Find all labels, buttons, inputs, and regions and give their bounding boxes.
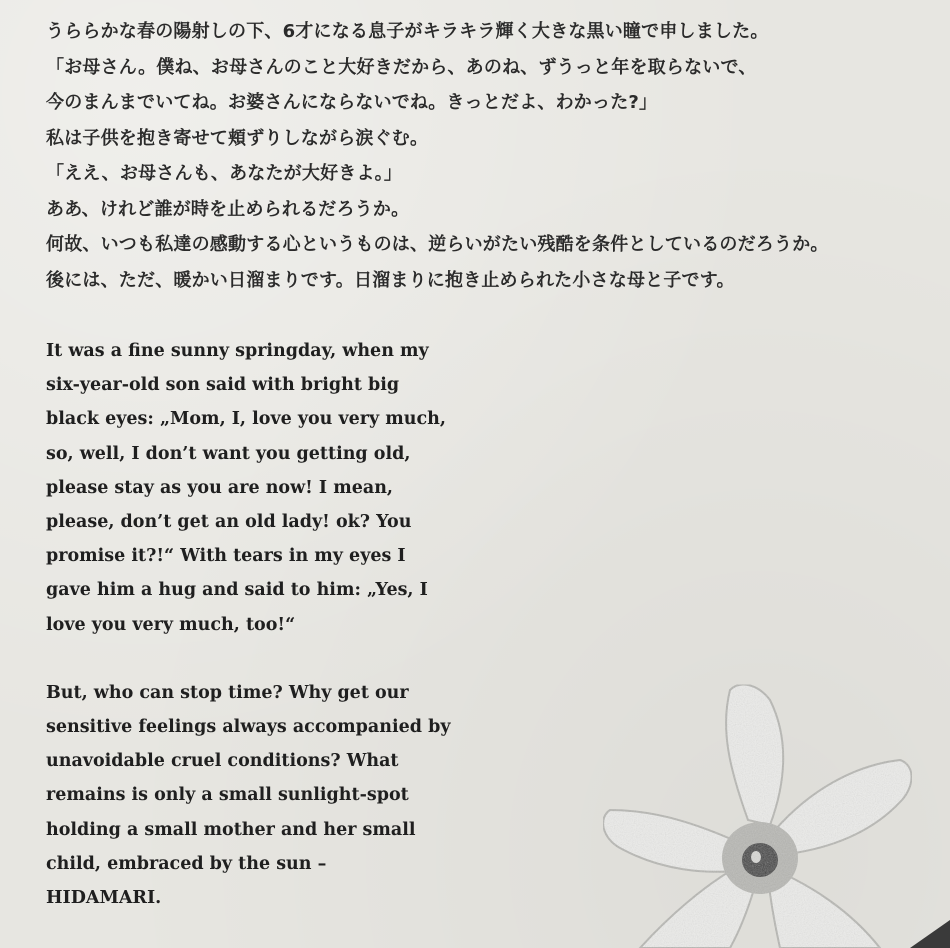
flower-shadow-corner <box>910 920 950 948</box>
english-line: so, well, I don’t want you getting old, <box>46 443 411 464</box>
english-translation <box>46 334 526 915</box>
english-line: love you very much, too!“ <box>46 614 296 635</box>
english-line: six-year-old son said with bright big <box>46 375 400 396</box>
english-line: holding a small mother and her small <box>46 819 416 840</box>
paragraph-spacer <box>46 642 526 676</box>
english-line: black eyes: „Mom, I, love you very much, <box>46 409 446 430</box>
english-line: please stay as you are now! I mean, <box>46 477 394 498</box>
english-line: It was a fine sunny springday, when my <box>46 341 429 361</box>
flower-center-highlight <box>751 851 761 863</box>
english-paragraph-2 <box>46 676 526 915</box>
english-line: remains is only a small sunlight-spot <box>46 785 409 806</box>
flower-petal <box>775 760 912 855</box>
english-paragraph-1 <box>46 334 526 642</box>
japanese-line: ああ、けれど誰が時を止められるだろうか。 <box>46 198 410 220</box>
japanese-line: 何故、いつも私達の感動する心というものは、逆らいがたい残酷を条件としているのだろうか。 <box>46 234 829 255</box>
japanese-line: 私は子供を抱き寄せて頬ずりしながら涙ぐむ。 <box>46 127 429 149</box>
japanese-poem <box>46 14 936 298</box>
english-line: promise it?!“ With tears in my eyes I <box>46 546 406 567</box>
daffodil-flower-icon <box>580 670 950 948</box>
flower-petal <box>726 685 783 825</box>
flower-petals <box>603 685 911 948</box>
english-line: gave him a hug and said to him: „Yes, I <box>46 580 428 601</box>
japanese-line: 後には、ただ、暖かい日溜まりです。日溜まりに抱き止められた小さな母と子です。 <box>46 269 735 291</box>
english-line: But, who can stop time? Why get our <box>46 682 409 703</box>
english-line: please, don’t get an old lady! ok? You <box>46 512 412 533</box>
english-closing-word: HIDAMARI. <box>46 888 162 909</box>
japanese-line: 今のまんまでいてね。お婆さんにならないでね。きっとだよ、わかった?」 <box>46 92 658 113</box>
english-line: child, embraced by the sun – <box>46 853 327 874</box>
japanese-line: 「お母さん。僕ね、お母さんのこと大好きだから、あのね、ずうっと年を取らないで、 <box>46 56 757 78</box>
english-line: unavoidable cruel conditions? What <box>46 751 399 772</box>
japanese-line: うららかな春の陽射しの下、6才になる息子がキラキラ輝く大きな黒い瞳で申しました。 <box>46 21 769 42</box>
english-line: sensitive feelings always accompanied by <box>46 717 451 738</box>
japanese-line: 「ええ、お母さんも、あなたが大好きよ。」 <box>46 163 403 184</box>
